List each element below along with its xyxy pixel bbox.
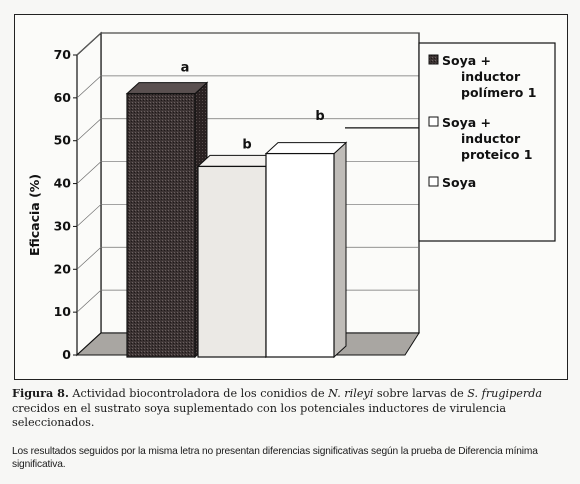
- significance-letter: a: [180, 60, 190, 76]
- figure-frame: [14, 14, 568, 380]
- y-tick-label: 20: [53, 261, 71, 277]
- legend-label: Soya +: [442, 53, 491, 68]
- caption-label: Figura 8.: [12, 386, 69, 400]
- y-tick-label: 30: [53, 218, 71, 234]
- y-tick-label: 0: [62, 347, 71, 362]
- figure-caption: [12, 386, 568, 431]
- legend-label: polímero 1: [461, 85, 537, 100]
- legend-label: Soya +: [442, 115, 491, 130]
- caption-text-2: sobre larvas de: [373, 387, 468, 400]
- reference-letter: b: [315, 108, 325, 124]
- bar-top: [127, 83, 207, 94]
- legend-label: inductor: [461, 69, 521, 84]
- y-axis-label: Eficacia (%): [27, 173, 42, 257]
- bar-top: [266, 143, 346, 154]
- y-tick-label: 60: [53, 89, 71, 105]
- legend-label: inductor: [461, 131, 521, 146]
- y-tick-label: 70: [53, 47, 71, 62]
- y-tick-label: 40: [53, 175, 71, 191]
- significance-letter: b: [242, 137, 252, 153]
- bar-side: [334, 143, 346, 357]
- legend-swatch: [429, 55, 438, 64]
- caption-note: Los resultados seguidos por la misma letra no presentan diferencias significativas según la prueba de Diferencia mínima significativa.: [12, 446, 538, 470]
- caption-text-3: crecidos en el sustrato soya suplementado con los potenciales inductores de virulencia seleccionados.: [12, 401, 507, 429]
- legend-label: Soya: [442, 175, 477, 190]
- caption-italic-2: S. frugiperda: [467, 387, 543, 400]
- caption-text-1: Actividad biocontroladora de los conidios de: [68, 387, 329, 400]
- chart-side-wall: [77, 33, 101, 355]
- bar: [127, 94, 195, 357]
- bar-chart: [15, 15, 569, 381]
- legend-swatch: [429, 117, 438, 126]
- caption-italic-1: N. rileyi: [328, 387, 374, 400]
- y-tick-label: 10: [53, 304, 71, 320]
- bar: [198, 166, 266, 357]
- y-tick-label: 50: [53, 132, 71, 148]
- legend-swatch: [429, 177, 438, 186]
- legend-label: proteico 1: [461, 147, 533, 162]
- bar: [266, 154, 334, 357]
